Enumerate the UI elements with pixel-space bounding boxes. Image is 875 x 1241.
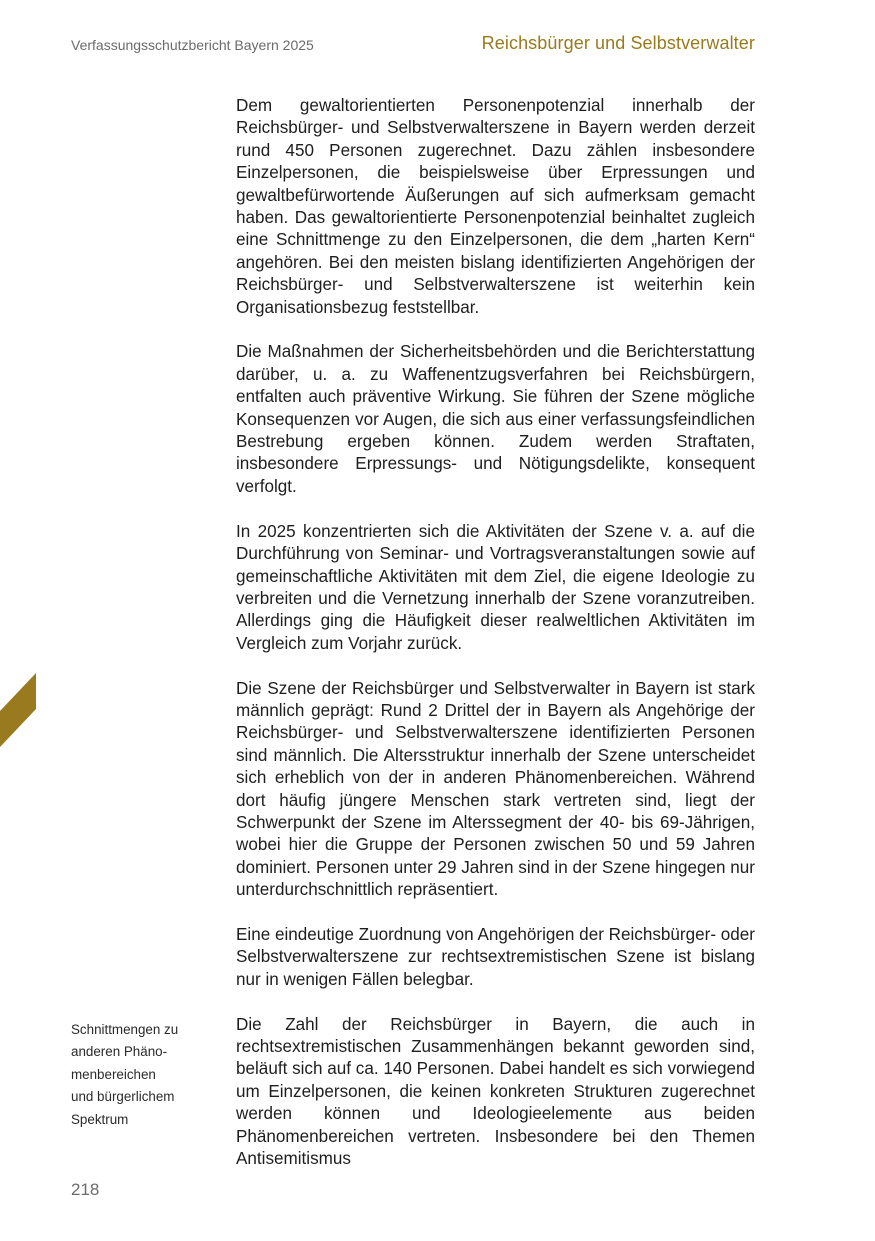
margin-note-line: und bürgerlichem xyxy=(71,1089,175,1105)
paragraph-gewaltorientiert: Dem gewaltorientierten Personenpotenzial innerhalb der Reichsbürger- und Selbstverwalterszene in Bayern werden derzeit rund 450 Personen zugerechnet. Dazu zählen insbesondere Einzelpersonen, die beispielsweise über Erpressungen und gewaltbefürwortende Äußerungen auf sich aufmerksam gemacht haben. Das gewaltorientierte Personenpotenzial beinhaltet zugleich eine Schnittmenge zu den Einzelpersonen, die dem „harten Kern“ angehören. Bei den meisten bislang identifizierten Angehörigen der Reichsbürger- und Selbstverwalterszene ist weiterhin kein Organisationsbezug feststellbar. xyxy=(236,96,755,317)
chapter-marker-tab xyxy=(0,673,36,747)
margin-note-line: anderen Phäno- xyxy=(71,1044,168,1060)
paragraph-aktivitaeten-2025: In 2025 konzentrierten sich die Aktivitäten der Szene v. a. auf die Durchführung von Seminar- und Vortragsveranstaltungen sowie auf gemeinschaftliche Aktivitäten mit dem Ziel, die eigene Ideologie zu verbreiten und die Vernetzung innerhalb der Szene voranzutreiben. Allerdings ging die Häufigkeit dieser realweltlichen Aktivitäten im Vergleich zum Vorjahr zurück. xyxy=(236,521,755,653)
running-header-section: Reichsbürger und Selbstverwalter xyxy=(481,33,755,53)
body-text-column xyxy=(236,95,755,1193)
page-number: 218 xyxy=(71,1180,100,1199)
paragraph-massnahmen: Die Maßnahmen der Sicherheitsbehörden und die Berichterstattung darüber, u. a. zu Waffenentzugsverfahren bei Reichsbürgern, entfalten auch präventive Wirkung. Sie führen der Szene mögliche Konsequenzen vor Augen, die sich aus einer verfassungsfeindlichen Bestrebung ergeben können. Zudem werden Straftaten, insbesondere Erpressungs- und Nötigungsdelikte, konsequent verfolgt. xyxy=(236,342,755,496)
margin-note-line: menbereichen xyxy=(71,1066,156,1082)
paragraph-altersstruktur: Die Szene der Reichsbürger und Selbstverwalter in Bayern ist stark männlich geprägt: Rund 2 Drittel der in Bayern als Angehörige der Reichsbürger- und Selbstverwalterszene identifizierten Personen sind männlich. Die Altersstruktur innerhalb der Szene unterscheidet sich erheblich von der in anderen Phänomenbereichen. Während dort häufig jüngere Menschen stark vertreten sind, liegt der Schwerpunkt der Szene im Alterssegment der 40- bis 69-Jährigen, wobei hier die Gruppe der Personen zwischen 50 und 59 Jahren dominiert. Personen unter 29 Jahren sind in der Szene hingegen nur unterdurchschnittlich repräsentiert. xyxy=(236,678,755,900)
paragraph-schnittmengen: Die Zahl der Reichsbürger in Bayern, die auch in rechtsextremistischen Zusammenhängen bekannt geworden sind, beläuft sich auf ca. 140 Personen. Dabei handelt es sich vorwiegend um Einzelpersonen, die keinen konkreten Strukturen zugerechnet werden können und Ideologieelemente aus beiden Phänomenbereichen vertreten. Insbesondere bei den Themen Antisemitismus xyxy=(236,1014,755,1169)
paragraph-zuordnung: Eine eindeutige Zuordnung von Angehörigen der Reichsbürger- oder Selbstverwalterszene zur rechtsextremistischen Szene ist bislang nur in wenigen Fällen belegbar. xyxy=(236,924,755,989)
margin-note-line: Spektrum xyxy=(71,1111,129,1127)
margin-note-line: Schnittmengen zu xyxy=(71,1022,179,1037)
margin-note-schnittmengen xyxy=(71,1019,206,1131)
running-header-publication: Verfassungsschutzbericht Bayern 2025 xyxy=(71,37,314,53)
